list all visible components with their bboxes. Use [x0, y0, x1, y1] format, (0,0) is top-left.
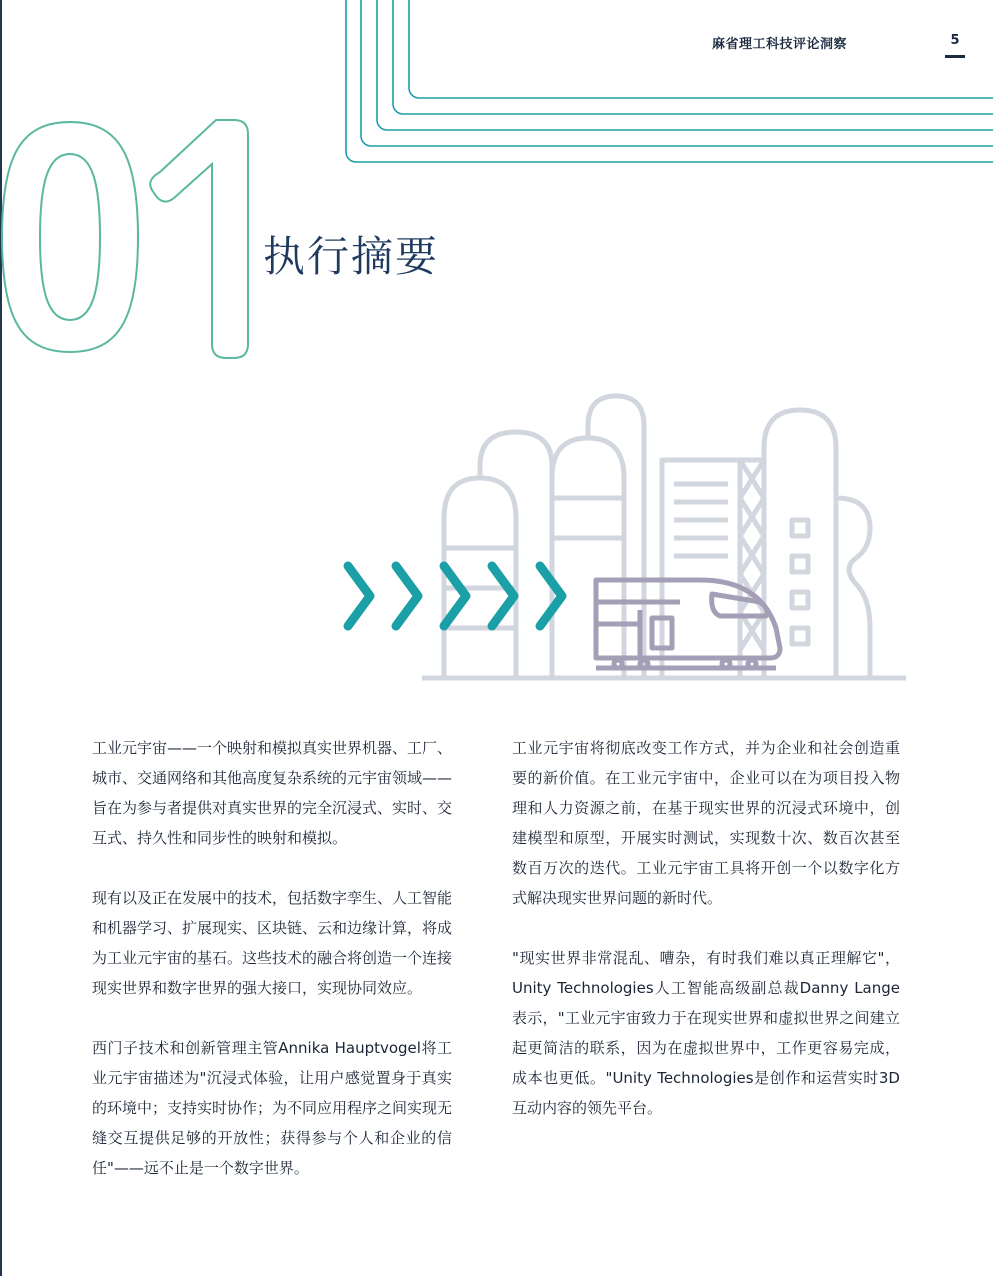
chapter-number-01-outline	[0, 112, 260, 367]
section-title: 执行摘要	[263, 232, 440, 281]
chevron-right-arrows-icon	[348, 566, 562, 626]
paragraph: 工业元宇宙——一个映射和模拟真实世界机器、工厂、城市、交通网络和其他高度复杂系统的元宇宙领域——旨在为参与者提供对真实世界的完全沉浸式、实时、交互式、持久性和同步性的映射和模拟。	[92, 739, 453, 847]
paragraph: 西门子技术和创新管理主管Annika Hauptvogel将工业元宇宙描述为"沉浸式体验，让用户感觉置身于真实的环境中；支持实时协作；为不同应用程序之间实现无缝交互提供足够的开放性；获得参与个人和企业的信任"——远不止是一个数字世界。	[92, 1039, 453, 1177]
paragraph: "现实世界非常混乱、嘈杂，有时我们难以真正理解它"，Unity Technologies人工智能高级副总裁Danny Lange表示，"工业元宇宙致力于在现实世界和虚拟世界之间建立起更简洁的联系，因为在虚拟世界中，工作更容易完成，成本也更低。"Unity Technologies是创作和运营实时3D互动内容的领先平台。	[512, 949, 900, 1117]
paragraph: 现有以及正在发展中的技术，包括数字孪生、人工智能和机器学习、扩展现实、区块链、云和边缘计算，将成为工业元宇宙的基石。这些技术的融合将创造一个连接现实世界和数字世界的强大接口，实现协同效应。	[92, 889, 453, 997]
page-number: 5	[945, 33, 965, 58]
paragraph: 工业元宇宙将彻底改变工作方式，并为企业和社会创造重要的新价值。在工业元宇宙中，企业可以在为项目投入物理和人力资源之前，在基于现实世界的沉浸式环境中，创建模型和原型，开展实时测试，实现数十次、数百次甚至数百万次的迭代。工业元宇宙工具将开创一个以数字化方式解决现实世界问题的新时代。	[512, 739, 900, 907]
factory-train-illustration	[340, 388, 920, 688]
publication-title: 麻省理工科技评论洞察	[712, 37, 848, 52]
body-column-left	[92, 733, 452, 1213]
body-column-right	[512, 733, 900, 1153]
